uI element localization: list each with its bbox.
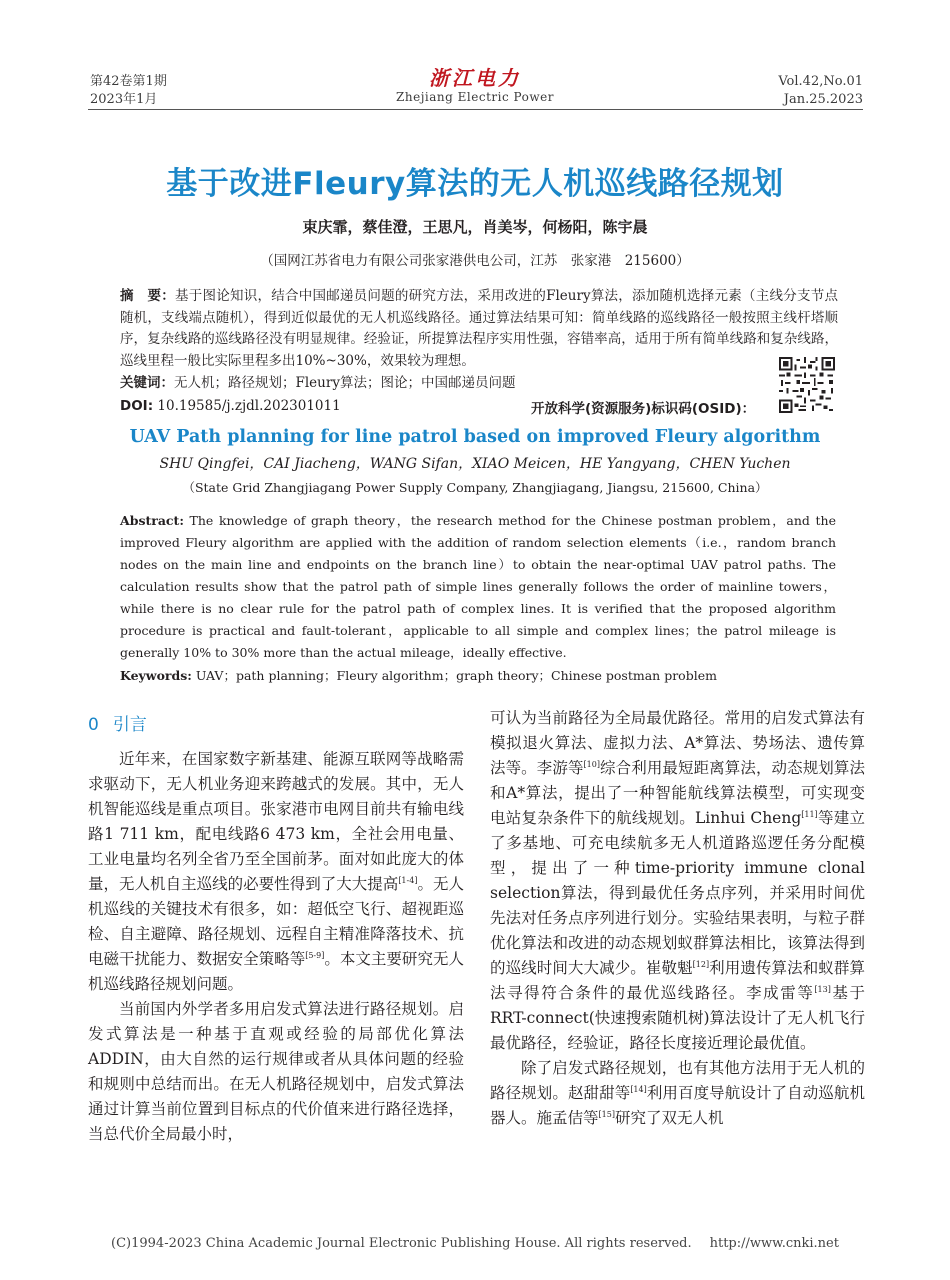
citation[interactable]: [15]: [598, 1109, 615, 1119]
doi-value[interactable]: 10.19585/j.zjdl.202301011: [157, 398, 341, 414]
keywords-en-text: UAV；path planning；Fleury algorithm；graph theory；Chinese postman problem: [195, 668, 717, 683]
abstract-en-text: The knowledge of graph theory，the research method for the Chinese postman problem，and the improved Fleury algorithm are applied with the addition of random selection elements（i.e.，random branch nodes on the main line and endpoints on the branch line）to obtain the near-optimal UAV patrol paths. The calculation results show that the patrol path of simple lines generally follows the order of mainline towers，while there is no clear rule for the patrol path of complex lines. It is verified that the proposed algorithm procedure is practical and fault-tolerant，applicable to all simple and complex lines；the patrol mileage is generally 10% to 30% more than the actual mileage，ideally effective.: [120, 513, 836, 660]
header-divider: [88, 109, 863, 110]
journal-name-en: Zhejiang Electric Power: [396, 90, 554, 104]
abstract-cn: [120, 286, 838, 372]
authors-en: SHU Qingfei，CAI Jiacheng，WANG Sifan，XIAO Meicen，HE Yangyang，CHEN Yuchen: [159, 456, 791, 472]
header-date-en: Jan.25.2023: [783, 92, 863, 107]
body-column-left: [88, 712, 464, 1147]
header-volume-issue: 第42卷第1期: [90, 74, 167, 89]
body-column-right: [490, 706, 865, 1131]
citation[interactable]: [1-4]: [398, 875, 418, 885]
section-heading-introduction: [88, 712, 464, 738]
authors-cn: 束庆霏，蔡佳澄，王思凡，肖美岑，何杨阳，陈宇晨: [302, 218, 648, 236]
paragraph: 可认为当前路径为全局最优路径。常用的启发式算法有模拟退火算法、虚拟力法、A*算法、势场法、遗传算法等。李游等[10]综合利用最短距离算法，动态规划算法和A*算法，提出了一种智能航线算法模型，可实现变电站复杂条件下的航线规划。Linhui Cheng[11]等建立了多基地、可充电续航多无人机道路巡逻任务分配模型，提出了一种time-priority immune clonal selection算法，得到最优任务点序列，并采用时间优先法对任务点序列进行划分。实验结果表明，与粒子群优化算法和改进的动态规划蚁群算法相比，该算法得到的巡线时间大大减少。崔敬魁[12]利用遗传算法和蚁群算法寻得符合条件的最优巡线路径。李成雷等[13]基于RRT-connect(快速搜索随机树)算法设计了无人机飞行最优路径，经验证，路径长度接近理论最优值。: [490, 709, 865, 1052]
keywords-cn-text: 无人机；路径规划；Fleury算法；图论；中国邮递员问题: [174, 375, 516, 391]
paragraph: 近年来，在国家数字新基建、能源互联网等战略需求驱动下，无人机业务迎来跨越式的发展。其中，无人机智能巡线是重点项目。张家港市电网目前共有输电线路1 711 km，配电线路6 473 km，全社会用电量、工业电量均名列全省乃至全国前茅。面对如此庞大的体量，无人机自主巡线的必要性得到了大大提高[1-4]。无人机巡线的关键技术有很多，如：超低空飞行、超视距巡检、自主避障、路径规划、远程自主精准降落技术、抗电磁干扰能力、数据安全策略等[5-9]。本文主要研究无人机巡线路径规划问题。: [88, 750, 464, 993]
keywords-en: [120, 665, 717, 687]
doi: [120, 396, 341, 417]
header-date-cn: 2023年1月: [90, 92, 158, 107]
citation[interactable]: [10]: [583, 759, 600, 769]
citation[interactable]: [11]: [801, 809, 818, 819]
header-issue-en: [778, 73, 863, 109]
citation[interactable]: [12]: [692, 959, 710, 969]
keywords-cn-label: 关键词：: [120, 375, 174, 391]
abstract-en: [120, 510, 836, 664]
paragraph: 当前国内外学者多用启发式算法进行路径规划。启发式算法是一种基于直观或经验的局部优化算法ADDIN，由大自然的运行规律或者从具体问题的经验和规则中总结而出。在无人机路径规划中，启发式算法通过计算当前位置到目标点的代价值来进行路径选择，当总代价全局最小时，: [88, 1000, 464, 1143]
paragraph: 除了启发式路径规划，也有其他方法用于无人机的路径规划。赵甜甜等[14]利用百度导航设计了自动巡航机器人。施孟佶等[15]研究了双无人机: [490, 1059, 865, 1127]
abstract-en-label: Abstract:: [120, 513, 184, 528]
section-number: 0: [88, 715, 99, 735]
osid-label: 开放科学(资源服务)标识码(OSID)：: [531, 401, 756, 417]
copyright-notice: (C)1994-2023 China Academic Journal Electronic Publishing House. All rights reserved.: [111, 1236, 692, 1251]
header-vol-no: Vol.42,No.01: [778, 74, 863, 89]
affiliation-cn: （国网江苏省电力有限公司张家港供电公司，江苏 张家港 215600）: [260, 253, 690, 269]
citation[interactable]: [5-9]: [305, 950, 325, 960]
page-footer: [0, 1236, 950, 1251]
citation[interactable]: [13]: [814, 984, 831, 994]
abstract-cn-label: 摘 要：: [120, 288, 175, 304]
section-title: 引言: [112, 715, 147, 735]
paper-title-cn: 基于改进Fleury算法的无人机巡线路径规划: [166, 166, 784, 202]
osid-qr-code: [779, 357, 835, 413]
journal-logo: 浙江电力: [429, 66, 521, 90]
doi-label: DOI:: [120, 398, 154, 414]
citation[interactable]: [14]: [630, 1084, 647, 1094]
keywords-cn: [120, 373, 515, 394]
keywords-en-label: Keywords:: [120, 668, 192, 683]
publisher-url[interactable]: http://www.cnki.net: [709, 1236, 839, 1251]
abstract-cn-text: 基于图论知识，结合中国邮递员问题的研究方法，采用改进的Fleury算法，添加随机选择元素（主线分支节点随机，支线端点随机），得到近似最优的无人机巡线路径。通过算法结果可知：简单线路的巡线路径一般按照主线杆塔顺序，复杂线路的巡线路径没有明显规律。经验证，所提算法程序实用性强，容错率高，适用于所有简单线路和复杂线路，巡线里程一般比实际里程多出10%~30%，效果较为理想。: [120, 288, 838, 369]
paper-title-en: UAV Path planning for line patrol based on improved Fleury algorithm: [129, 427, 821, 447]
affiliation-en: （State Grid Zhangjiagang Power Supply Company, Zhangjiagang, Jiangsu, 215600, China）: [182, 480, 768, 495]
